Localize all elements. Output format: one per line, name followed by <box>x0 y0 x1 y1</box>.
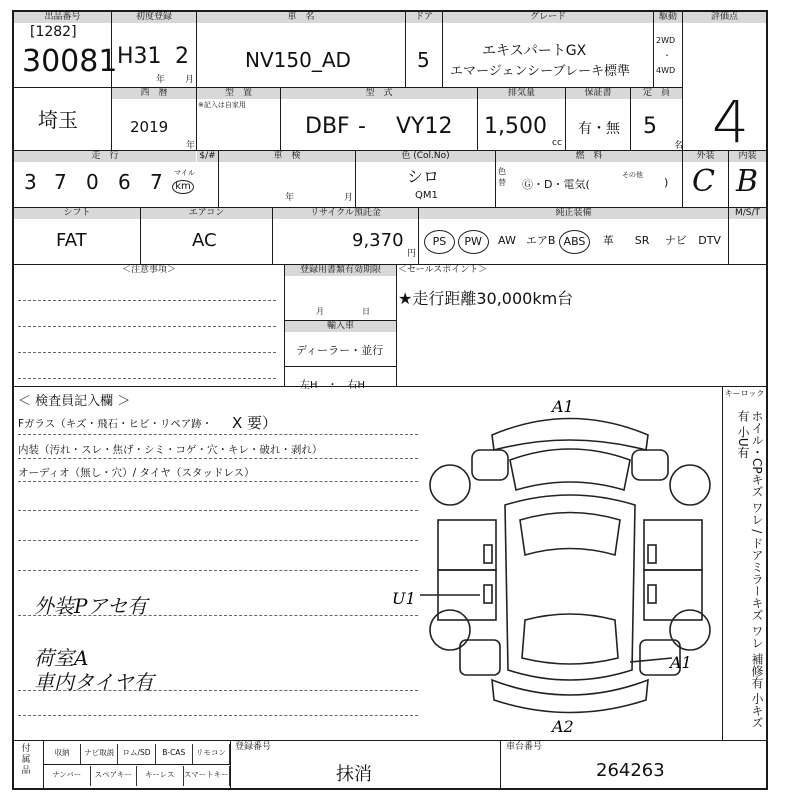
inspector-line <box>18 715 418 716</box>
fuel-options: Ⓖ・D・電気( <box>522 178 590 191</box>
sales-point: ★走行距離30,000km台 <box>398 289 574 308</box>
exterior-grade: C <box>692 164 715 199</box>
left-mirror <box>484 545 492 563</box>
vline <box>396 264 397 386</box>
row-sep-6 <box>12 740 768 741</box>
interior-grade: B <box>736 164 759 199</box>
front-left-wheel <box>430 465 470 505</box>
mileage <box>22 170 172 198</box>
model-dash: - <box>358 114 366 139</box>
hline <box>284 366 396 367</box>
label-drive: 駆動 <box>654 12 682 23</box>
handwritten-note-3: 車内タイヤ有 <box>34 670 154 694</box>
lot-bracket: [1282] <box>30 24 77 40</box>
insp-month-suffix: 月 <box>344 193 354 203</box>
aircon-value: AC <box>192 230 217 251</box>
color-value: シロ <box>407 167 440 186</box>
color-code: QM1 <box>415 190 438 201</box>
inspector-line-1: Fガラス（キズ・飛石・ヒビ・リペア跡・ <box>18 418 213 430</box>
inspector-line-3: オーディオ（無し・穴）/ タイヤ（スタッドレス） <box>18 467 255 479</box>
pointer-right <box>630 658 672 662</box>
rear-bumper <box>492 680 648 713</box>
right-mirror <box>648 545 656 563</box>
color-change: 色替 <box>498 167 506 187</box>
inspector-line <box>18 481 418 482</box>
label-aircon: エアコン <box>141 208 272 219</box>
vline <box>111 10 112 150</box>
plate-note: ※記入は自家用 <box>198 101 246 109</box>
equipment-item: PW <box>458 230 489 254</box>
label-mileage: 走 行 <box>14 151 196 162</box>
first-reg-year-suffix: 年 <box>156 75 166 85</box>
x-required: X 要） <box>232 414 278 432</box>
label-model-type: 型 式 <box>281 88 477 99</box>
footer-item: B-CAS <box>156 744 193 764</box>
inspector-line <box>18 434 418 435</box>
capacity-unit: 名 <box>674 141 684 151</box>
label-doors: ドア <box>406 12 442 23</box>
front-bumper <box>492 419 648 451</box>
label-warranty: 保証書 <box>566 88 630 99</box>
footer-item: キーレス <box>137 766 184 786</box>
label-fuel: 燃 料 <box>496 151 682 162</box>
capacity: 5 <box>643 114 657 139</box>
footer-reg: 抹消 <box>336 764 372 785</box>
warranty: 有・無 <box>578 121 620 137</box>
mileage-digit: 7 <box>150 170 163 194</box>
inspector-line <box>18 458 418 459</box>
prefecture: 埼玉 <box>38 108 78 132</box>
equipment-item: SR <box>634 234 650 247</box>
border-bottom <box>12 788 768 790</box>
equipment-item: DTV <box>698 234 721 247</box>
equipment-item: AW <box>498 234 516 247</box>
handwritten-note-1: 外装Pアセ有 <box>34 594 148 618</box>
label-lot-no: 出品番号 <box>14 12 111 23</box>
score-value: 4 <box>712 88 749 156</box>
border-left <box>12 10 14 790</box>
inspector-title: ＜ 検査員記入欄 ＞ <box>18 394 131 409</box>
front-right-wheel <box>670 465 710 505</box>
side-note: ホイル・CPキズ ワレ / ドアミラーキズ ワレ 補修有 小キズ有 小U有 <box>736 410 764 729</box>
footer-item: ナビ取説 <box>81 744 118 764</box>
label-key-lock: キーロック <box>724 389 765 398</box>
notes-line <box>18 352 276 353</box>
insp-year-suffix: 年 <box>285 193 295 203</box>
label-interior: 内装 <box>729 151 766 162</box>
mark-right: A1 <box>670 653 692 672</box>
left-handle <box>484 585 492 603</box>
grade-line-2: エマージェンシーブレーキ標準 <box>450 64 630 79</box>
notes-line <box>18 326 276 327</box>
cabin <box>505 495 635 680</box>
handwritten-note-2: 荷室A <box>34 646 89 670</box>
recycle-unit: 円 <box>407 249 417 259</box>
vline <box>500 740 501 788</box>
drive-dot: ・ <box>663 51 671 60</box>
first-reg-month: 2 <box>175 44 189 69</box>
mark-bottom: A2 <box>552 717 574 736</box>
year-value: 2019 <box>130 118 169 136</box>
mark-top: A1 <box>552 397 574 416</box>
left-right: 左H ・ 右H <box>300 380 366 391</box>
front-right-fender <box>632 450 668 480</box>
label-notes: ＜注意事項＞ <box>121 265 176 275</box>
notes-line <box>18 300 276 301</box>
model-prefix: DBF <box>305 114 350 139</box>
inspector-line <box>18 510 418 511</box>
label-chassis-no: 車台番号 <box>506 742 543 752</box>
footer-item: リモコン <box>193 744 230 764</box>
mileage-digit: 0 <box>86 170 99 194</box>
lot-number: 30081 <box>22 44 118 79</box>
hood <box>510 449 630 490</box>
rear-left-quarter <box>460 640 500 675</box>
footer-row-1 <box>44 744 230 764</box>
footer-item: 収納 <box>44 744 81 764</box>
label-car-name: 車 名 <box>197 12 405 23</box>
label-reg-expiry: 登録用書類有効期限 <box>285 265 396 276</box>
label-shift: シフト <box>14 208 140 219</box>
mileage-unit-km: km <box>172 180 194 194</box>
label-score: 評価点 <box>683 12 766 23</box>
footer-item: ナンバー <box>44 766 91 786</box>
fuel-close: ) <box>664 176 669 189</box>
rear-window <box>522 614 618 664</box>
inspector-line <box>18 540 418 541</box>
hline <box>43 764 230 765</box>
mileage-digit: 3 <box>24 170 37 194</box>
front-left-fender <box>472 450 508 480</box>
label-color: 色 (Col.No) <box>356 151 495 162</box>
equipment-list <box>424 226 728 258</box>
label-inspection: 車 検 <box>219 151 355 162</box>
inspector-line <box>18 570 418 571</box>
label-mst: M/S/T <box>729 208 766 219</box>
rear-left-wheel <box>430 610 470 650</box>
inspector-line-2: 内装（汚れ・スレ・焦げ・シミ・コゲ・穴・キレ・破れ・剥れ） <box>18 444 323 456</box>
notes-line <box>18 378 276 379</box>
first-reg-month-suffix: 月 <box>185 75 195 85</box>
label-reg-no: 登録番号 <box>235 742 272 752</box>
vline <box>722 386 723 740</box>
label-equipment: 純正装備 <box>419 208 728 219</box>
mileage-digit: 6 <box>118 170 131 194</box>
mileage-unit-mile: マイル <box>174 169 195 177</box>
mileage-digit: 7 <box>54 170 67 194</box>
reg-day: 日 <box>362 307 370 316</box>
label-sales-point: ＜セールスポイント＞ <box>398 265 488 275</box>
label-grade: グレード <box>443 12 653 23</box>
right-rear-door <box>644 570 702 620</box>
displacement-unit: cc <box>552 138 562 148</box>
doors: 5 <box>417 48 430 72</box>
label-capacity: 定 員 <box>631 88 682 99</box>
label-recycle: リサイクル預託金 <box>273 208 418 219</box>
model-code: VY12 <box>396 114 453 139</box>
chassis-number: 264263 <box>596 760 665 781</box>
label-sd: $/# <box>197 151 218 162</box>
car-diagram <box>392 390 720 736</box>
dealer-text: ディーラー・並行 <box>296 344 384 357</box>
rear-right-wheel <box>670 610 710 650</box>
equipment-item: エアB <box>525 234 556 247</box>
label-displacement: 排気量 <box>478 88 565 99</box>
footer-side-label: 付属品 <box>21 744 31 776</box>
first-reg-era: H31 <box>117 44 162 69</box>
equipment-item: ナビ <box>664 234 687 247</box>
reg-month: 月 <box>316 307 324 316</box>
fuel-other: その他 <box>622 171 643 179</box>
row-sep-5 <box>12 386 768 387</box>
car-name: NV150_AD <box>245 48 351 72</box>
footer-item: スペアキー <box>91 766 138 786</box>
footer-row-2 <box>44 766 230 786</box>
label-plate-class: 型 置 <box>197 88 280 99</box>
mark-left: U1 <box>392 589 416 608</box>
year-value-suffix: 年 <box>186 141 196 151</box>
displacement: 1,500 <box>484 114 547 139</box>
label-exterior: 外装 <box>683 151 728 162</box>
drive-2wd: 2WD <box>656 36 676 45</box>
label-year: 西 暦 <box>112 88 196 99</box>
footer-item: スマートキー <box>184 766 231 786</box>
footer-item: ロム/SD <box>118 744 155 764</box>
equipment-item: ABS <box>559 230 590 254</box>
drive-4wd: 4WD <box>656 66 676 75</box>
vline <box>196 10 197 150</box>
windshield <box>520 513 620 556</box>
equipment-item: 革 <box>602 234 614 247</box>
label-import: 輸入車 <box>285 321 396 332</box>
right-handle <box>648 585 656 603</box>
vline <box>682 10 683 150</box>
border-right <box>766 10 768 790</box>
grade-line-1: エキスパートGX <box>482 43 587 59</box>
equipment-item: PS <box>424 230 455 254</box>
label-first-reg: 初度登録 <box>112 12 196 23</box>
shift-value: FAT <box>56 230 87 251</box>
recycle-value: 9,370 <box>352 230 404 251</box>
